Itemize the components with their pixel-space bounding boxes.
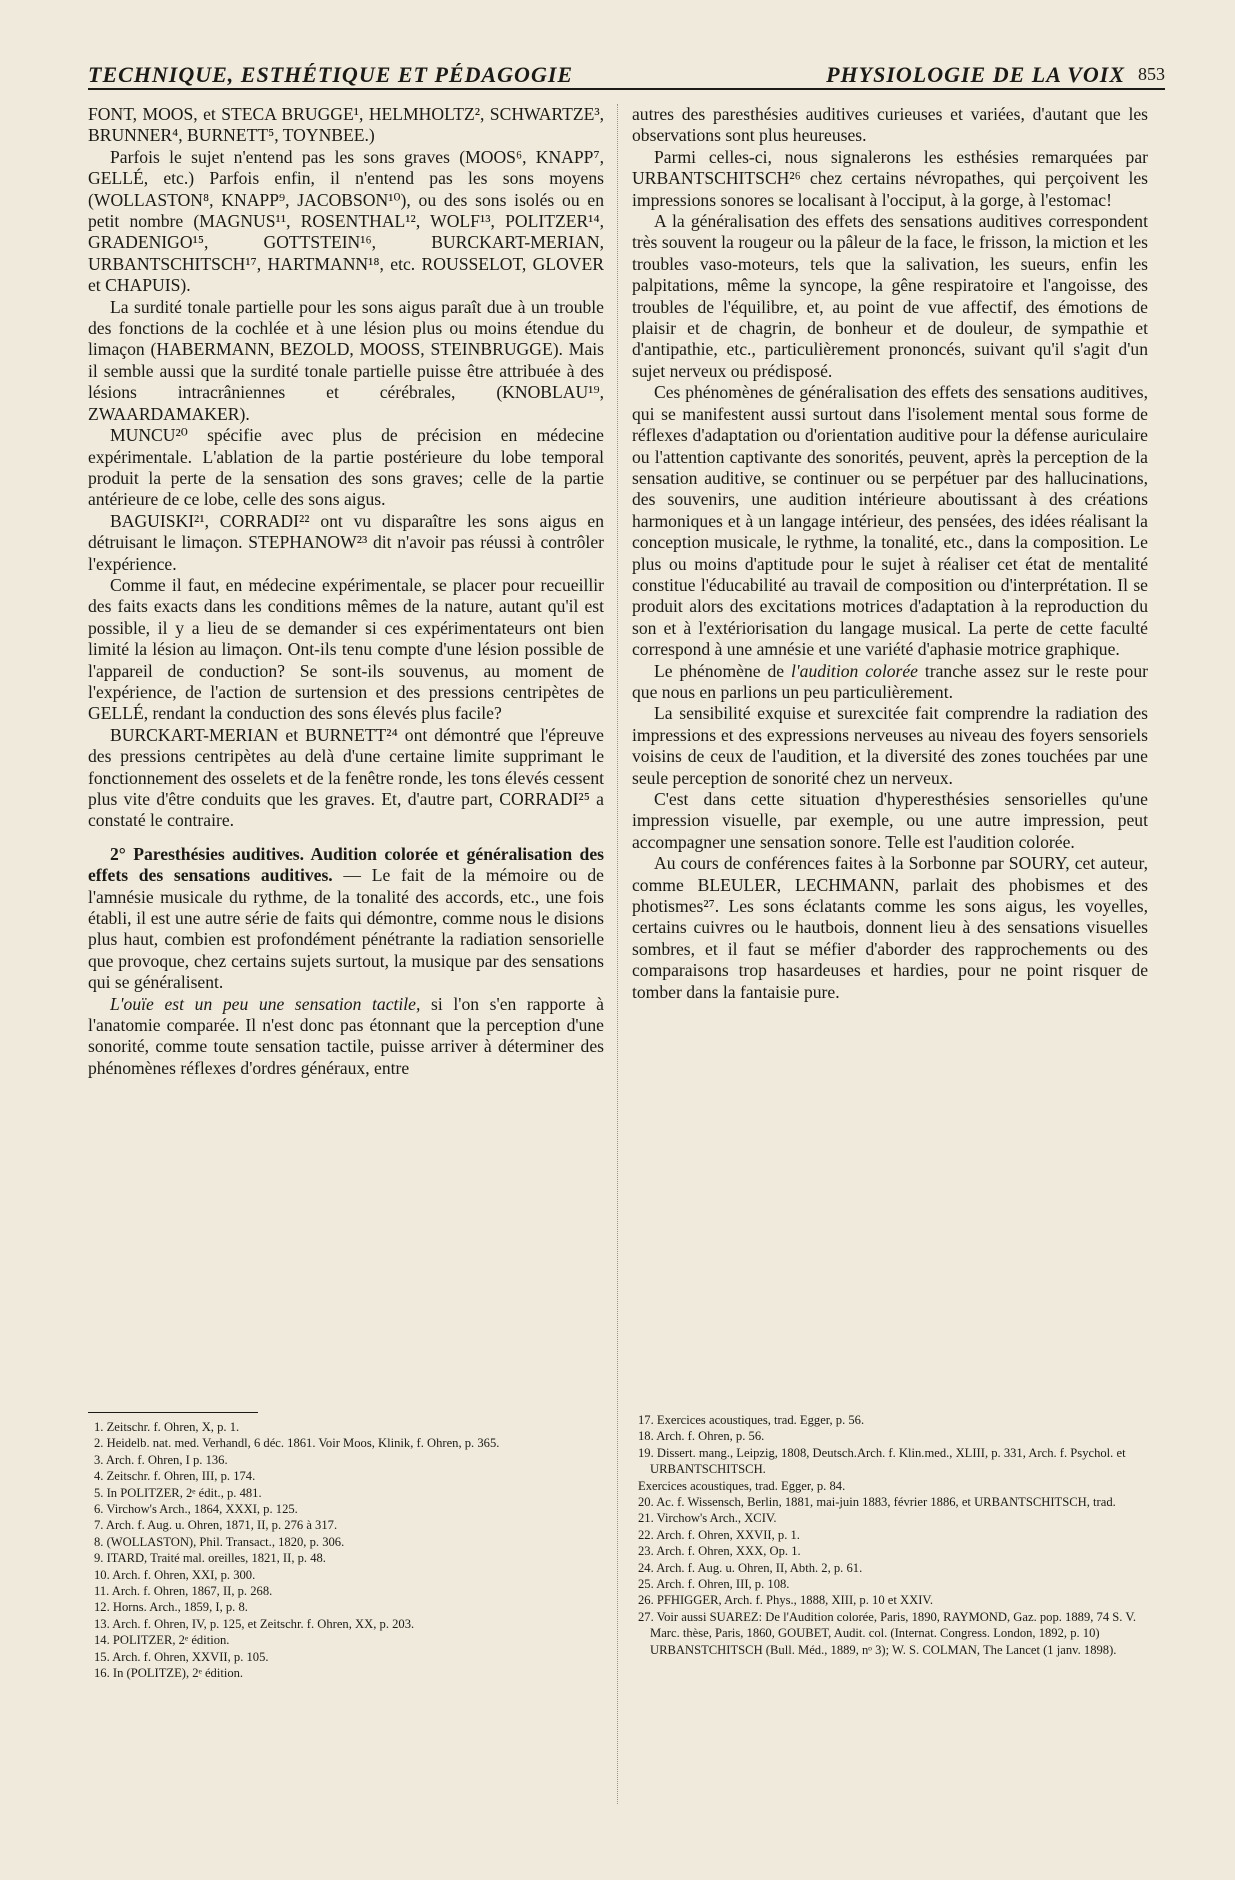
- footnote: 13. Arch. f. Ohren, IV, p. 125, et Zeitschr. f. Ohren, XX, p. 203.: [94, 1616, 415, 1631]
- paragraph: FONT, MOOS, et STECA BRUGGE¹, HELMHOLTZ², SCHWARTZE³, BRUNNER⁴, BURNETT⁵, TOYNBEE.): [88, 104, 604, 146]
- paragraph-text: tranche assez sur le reste pour que nous en parlions un peu particulièrement.: [632, 660, 1148, 702]
- footnote: 25. Arch. f. Ohren, III, p. 108.: [638, 1577, 790, 1592]
- footnote: 4. Zeitschr. f. Ohren, III, p. 174.: [94, 1469, 256, 1484]
- paragraph: [88, 994, 604, 1080]
- footnote: 2. Heidelb. nat. med. Verhandl, 6 déc. 1861. Voir Moos, Klinik, f. Ohren, p. 365.: [94, 1436, 500, 1451]
- paragraph: La surdité tonale partielle pour les sons aigus paraît due à un trouble des fonctions de la cochlée et à une lésion plus ou moins étendue du limaçon (HABERMANN, BEZOLD, MOOSS, STEINBRUGGE). Mais il semble aussi que la surdité tonale partielle puisse être attribuée à des lésions intracrâniennes et cérébrales, (KNOBLAU¹⁹, ZWAARDAMAKER).: [88, 296, 604, 424]
- section-paragraph: [88, 844, 604, 994]
- paragraph-text: Le phénomène de: [654, 660, 791, 681]
- paragraph: A la généralisation des effets des sensations auditives correspondent très souvent la rougeur ou la pâleur de la face, le frisson, la miction et les troubles vaso-moteurs, tels que la salivation, les sueurs, enfin les palpitations, même la syncope, la gêne respiratoire et l'angoisse, des troubles de l'équilibre, et, au point de vue affectif, des émotions de plaisir et de chagrin, de bonheur et de douleur, de sympathie et d'antipathie, etc., particulièrement prononcés, suivant qu'il s'agit d'un sujet nerveux ou prédisposé.: [632, 211, 1148, 381]
- footnote: 23. Arch. f. Ohren, XXX, Op. 1.: [638, 1544, 801, 1559]
- footnote: 21. Virchow's Arch., XCIV.: [638, 1511, 777, 1526]
- paragraph: Parmi celles-ci, nous signalerons les esthésies remarquées par URBANTSCHITSCH²⁶ chez certains névropathes, qui perçoivent les impressions sonores se localisant à l'occiput, à la gorge, à l'estomac!: [632, 146, 1148, 210]
- running-header: [88, 60, 1165, 90]
- italic-phrase: L'ouïe est un peu une sensation tactile,: [110, 993, 421, 1014]
- footnote: 17. Exercices acoustiques, trad. Egger, p. 56.: [638, 1413, 865, 1427]
- page-number: 853: [1138, 64, 1165, 84]
- paragraph: MUNCU²⁰ spécifie avec plus de précision en médecine expérimentale. L'ablation de la partie postérieure du lobe temporal produit la perte de la sensation des sons graves; celle de la partie antérieure de ce lobe, celle des sons aigus.: [88, 425, 604, 510]
- footnote: 3. Arch. f. Ohren, I p. 136.: [94, 1452, 228, 1467]
- footnote: 10. Arch. f. Ohren, XXI, p. 300.: [94, 1567, 256, 1582]
- footnote-rule: [88, 1412, 258, 1413]
- footnote: 15. Arch. f. Ohren, XXVII, p. 105.: [94, 1649, 269, 1664]
- left-column: [88, 104, 604, 1079]
- footnote: 22. Arch. f. Ohren, XXVII, p. 1.: [638, 1527, 800, 1542]
- section-text: — Le fait de la mémoire ou de l'amnésie musicale du rythme, de la tonalité des accords, etc., une fois établi, il est une autre série de faits qui démontre, comme nous le disions plus haut, combien est profondément pénétrante la radiation sensorielle que provoque, chez certains sujets surtout, la musique par des sensations qui se généralisent.: [88, 865, 604, 993]
- paragraph: Comme il faut, en médecine expérimentale, se placer pour recueillir des faits exacts dans les conditions mêmes de la nature, autant qu'il est possible, il y a lieu de se demander si ces expérimentateurs ont bien limité la lésion au limaçon. Ont-ils tenu compte d'une lésion possible de l'appareil de conduction? Se sont-ils souvenus, au moment de l'expérience, de l'action de surtension et des pressions centripètes de GELLÉ, rendant la conduction des sons élevés plus facile?: [88, 574, 604, 724]
- footnote: 9. ITARD, Traité mal. oreilles, 1821, II, p. 48.: [94, 1551, 326, 1566]
- italic-phrase: l'audition colorée: [791, 660, 918, 681]
- footnote: 20. Ac. f. Wissensch, Berlin, 1881, mai-juin 1883, février 1886, et URBANTSCHITSCH, trad.: [638, 1495, 1116, 1510]
- footnote: 26. PFHIGGER, Arch. f. Phys., 1888, XIII, p. 10 et XXIV.: [638, 1593, 934, 1608]
- footnotes-right: [632, 1412, 1148, 1658]
- footnote: 1. Zeitschr. f. Ohren, X, p. 1.: [94, 1420, 240, 1434]
- section-heading: 2° Paresthésies auditives. Audition colorée et généralisation des effets des sensations auditives.: [88, 843, 604, 886]
- footnote: 24. Arch. f. Aug. u. Ohren, II, Abth. 2, p. 61.: [638, 1560, 863, 1575]
- paragraph: BURCKART-MERIAN et BURNETT²⁴ ont démontré que l'épreuve des pressions centripètes au delà d'une certaine limite supprimant le fonctionnement des osselets et de la fenêtre ronde, les tons élevés cessent plus vite d'être conduits que les graves. Et, d'autre part, CORRADI²⁵ a constaté le contraire.: [88, 724, 604, 831]
- paragraph-text: si l'on s'en rapporte à l'anatomie comparée. Il n'est donc pas étonnant que la perception d'une sonorité, comme toute sensation tactile, puisse arriver à déterminer des phénomènes réflexes d'ordres généraux, entre: [88, 993, 604, 1078]
- footnotes-left: [88, 1412, 604, 1682]
- footnote: 5. In POLITZER, 2ᵉ édit., p. 481.: [94, 1485, 262, 1500]
- paragraph: Ces phénomènes de généralisation des effets des sensations auditives, qui se manifestent aussi surtout dans l'isolement mental sous forme de réflexes d'adaptation ou d'orientation auditive pour la défense auriculaire ou l'attention captivante des sonorités, peuvent, après la perception de la sensation auditive, se continuer ou se perpétuer par des hallucinations, des souvenirs, une audition intérieure aboutissant à des créations harmoniques et à un langage intérieur, des pensées, des idées réalisant la conception musicale, le rythme, la tonalité, etc., dans la composition. Le plus ou moins d'aptitude pour le sujet à réaliser cet état de mentalité constitue l'éducabilité au travail de composition ou d'interprétation. Il se produit alors des excitations motrices d'adaptation à la reproduction du son et à l'extériorisation du langage musical. La perte de cette faculté correspond à une amnésie et une variété d'aphasie motrice graphique.: [632, 382, 1148, 660]
- paragraph: La sensibilité exquise et surexcitée fait comprendre la radiation des impressions et des expressions nerveuses au niveau des foyers sensoriels voisins de ceux de l'audition, et la diversité des zones touchées par une seule perception de sonorité chez un nerveux.: [632, 703, 1148, 788]
- header-right-title: PHYSIOLOGIE DE LA VOIX: [826, 62, 1125, 87]
- paragraph: Au cours de conférences faites à la Sorbonne par SOURY, cet auteur, comme BLEULER, LECHMANN, parlait des phobismes et des photismes²⁷. Les sons éclatants comme les sons aigus, les voyelles, certains cuivres ou le hautbois, donnent lieu à des sensations visuelles sombres, et il faut se méfier d'aborder des rapprochements ou des comparaisons trop hasardeuses et hardies, pour ne point risquer de tomber dans la fantaisie pure.: [632, 853, 1148, 1002]
- paragraph: BAGUISKI²¹, CORRADI²² ont vu disparaître les sons aigus en détruisant le limaçon. STEPHANOW²³ dit n'avoir pas réussi à contrôler l'expérience.: [88, 510, 604, 574]
- footnote: 18. Arch. f. Ohren, p. 56.: [638, 1429, 765, 1444]
- footnote: Exercices acoustiques, trad. Egger, p. 84.: [638, 1478, 846, 1493]
- paragraph: C'est dans cette situation d'hyperesthésies sensorielles qu'une impression visuelle, par exemple, ou une autre impression, peut accompagner une sensation sonore. Telle est l'audition colorée.: [632, 789, 1148, 852]
- paragraph: autres des paresthésies auditives curieuses et variées, d'autant que les observations sont plus heureuses.: [632, 104, 1148, 146]
- footnote: 8. (WOLLASTON), Phil. Transact., 1820, p. 306.: [94, 1534, 345, 1549]
- column-divider: [617, 104, 619, 1804]
- footnote: 7. Arch. f. Aug. u. Ohren, 1871, II, p. 276 à 317.: [94, 1518, 338, 1533]
- footnote: 6. Virchow's Arch., 1864, XXXI, p. 125.: [94, 1502, 298, 1517]
- right-column: [632, 104, 1148, 1003]
- paragraph: Parfois le sujet n'entend pas les sons graves (MOOS⁶, KNAPP⁷, GELLÉ, etc.) Parfois enfin, il n'entend pas les sons moyens (WOLLASTON⁸, KNAPP⁹, JACOBSON¹⁰), ou des sons isolés ou en petit nombre (MAGNUS¹¹, ROSENTHAL¹², WOLF¹³, POLITZER¹⁴, GRADENIGO¹⁵, GOTTSTEIN¹⁶, BURCKART-MERIAN, URBANTSCHITSCH¹⁷, HARTMANN¹⁸, etc. ROUSSELOT, GLOVER et CHAPUIS).: [88, 146, 604, 296]
- footnote: 19. Dissert. mang., Leipzig, 1808, Deutsch.Arch. f. Klin.med., XLIII, p. 331, Arch. f. Psychol. et URBANTSCHITSCH.: [638, 1445, 1126, 1477]
- paragraph: [632, 661, 1148, 704]
- footnote: 27. Voir aussi SUAREZ: De l'Audition colorée, Paris, 1890, RAYMOND, Gaz. pop. 1889, 74 S. V. Marc. thèse, Paris, 1860, GOUBET, Audit. col. (Internat. Congress. London, 1892, p. 10) URBANSTCHITSCH (Bull. Méd., 1889, nᵒ 3); W. S. COLMAN, The Lancet (1 janv. 1898).: [638, 1609, 1136, 1657]
- footnote: 11. Arch. f. Ohren, 1867, II, p. 268.: [94, 1584, 273, 1599]
- footnote: 12. Horns. Arch., 1859, I, p. 8.: [94, 1600, 248, 1615]
- footnote: 16. In (POLITZE), 2ᵉ édition.: [94, 1666, 244, 1681]
- header-left-title: TECHNIQUE, ESTHÉTIQUE ET PÉDAGOGIE: [88, 62, 574, 87]
- footnote: 14. POLITZER, 2ᵉ édition.: [94, 1633, 230, 1648]
